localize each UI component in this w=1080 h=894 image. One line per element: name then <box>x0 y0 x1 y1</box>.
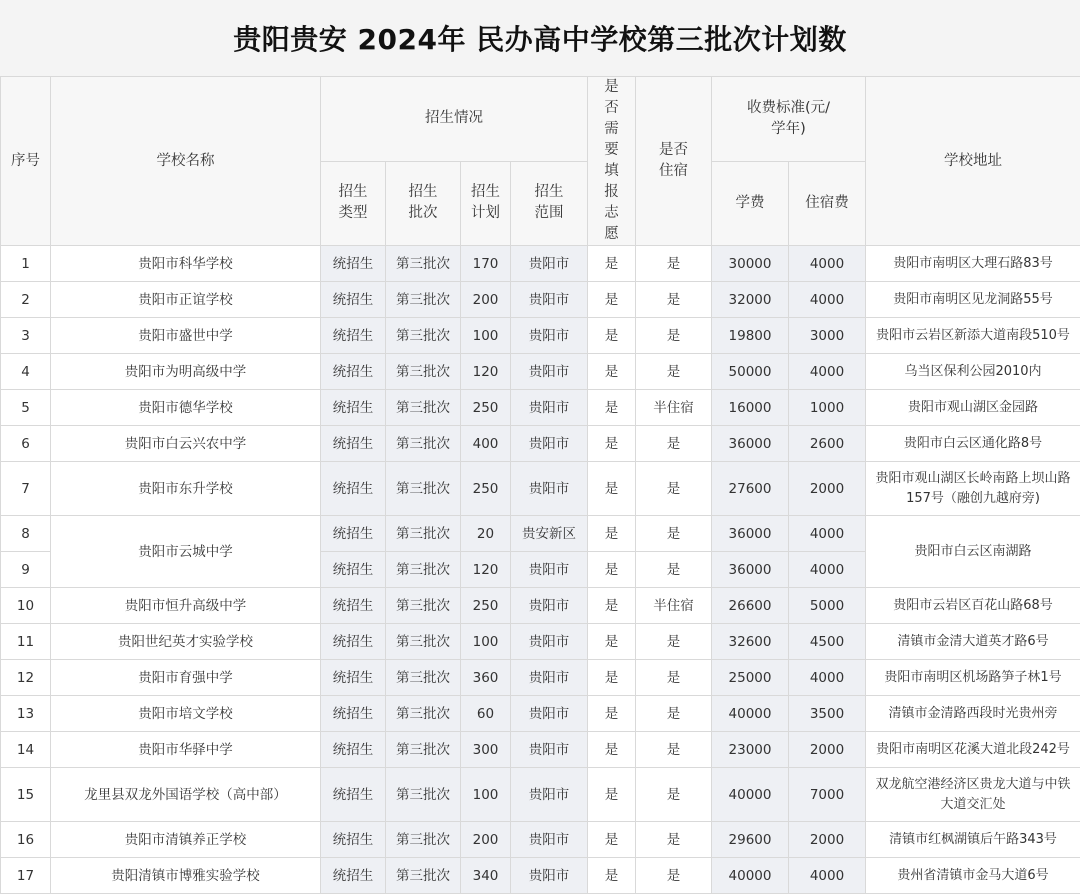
cell-enroll-plan: 60 <box>461 696 511 732</box>
cell-enroll-range: 贵阳市 <box>511 552 588 588</box>
cell-enroll-type: 统招生 <box>321 822 386 858</box>
cell-tuition: 40000 <box>712 858 789 894</box>
cell-school: 贵阳市恒升高级中学 <box>51 588 321 624</box>
cell-address: 乌当区保利公园2010内 <box>866 354 1080 390</box>
cell-address: 贵州省清镇市金马大道6号 <box>866 858 1080 894</box>
cell-need-apply: 是 <box>588 354 636 390</box>
cell-need-apply: 是 <box>588 552 636 588</box>
header-enroll-type: 招生类型 <box>321 161 386 246</box>
cell-enroll-type: 统招生 <box>321 696 386 732</box>
cell-enroll-batch: 第三批次 <box>386 426 461 462</box>
cell-enroll-range: 贵阳市 <box>511 462 588 516</box>
cell-enroll-batch: 第三批次 <box>386 588 461 624</box>
cell-no: 16 <box>1 822 51 858</box>
cell-boarding: 是 <box>636 354 712 390</box>
cell-need-apply: 是 <box>588 426 636 462</box>
cell-enroll-batch: 第三批次 <box>386 696 461 732</box>
cell-enroll-type: 统招生 <box>321 462 386 516</box>
cell-enroll-range: 贵阳市 <box>511 858 588 894</box>
cell-enroll-plan: 120 <box>461 552 511 588</box>
cell-need-apply: 是 <box>588 246 636 282</box>
table-row <box>1 318 1080 354</box>
cell-need-apply: 是 <box>588 318 636 354</box>
cell-no: 15 <box>1 768 51 822</box>
cell-boarding: 是 <box>636 732 712 768</box>
cell-dorm-fee: 7000 <box>789 768 866 822</box>
table-row <box>1 660 1080 696</box>
cell-no: 5 <box>1 390 51 426</box>
cell-address: 贵阳市云岩区新添大道南段510号 <box>866 318 1080 354</box>
cell-no: 3 <box>1 318 51 354</box>
cell-boarding: 是 <box>636 768 712 822</box>
cell-enroll-batch: 第三批次 <box>386 768 461 822</box>
table-row <box>1 354 1080 390</box>
table-row <box>1 462 1080 516</box>
cell-enroll-batch: 第三批次 <box>386 552 461 588</box>
cell-enroll-plan: 400 <box>461 426 511 462</box>
cell-enroll-range: 贵阳市 <box>511 660 588 696</box>
cell-enroll-plan: 20 <box>461 516 511 552</box>
cell-enroll-batch: 第三批次 <box>386 732 461 768</box>
cell-need-apply: 是 <box>588 624 636 660</box>
cell-enroll-batch: 第三批次 <box>386 318 461 354</box>
cell-school: 贵阳市云城中学 <box>51 516 321 588</box>
cell-address: 贵阳市白云区南湖路 <box>866 516 1080 588</box>
cell-no: 8 <box>1 516 51 552</box>
header-enroll-plan: 招生计划 <box>461 161 511 246</box>
cell-no: 4 <box>1 354 51 390</box>
cell-boarding: 是 <box>636 660 712 696</box>
cell-school: 贵阳市科华学校 <box>51 246 321 282</box>
cell-tuition: 32600 <box>712 624 789 660</box>
table-row <box>1 822 1080 858</box>
cell-tuition: 30000 <box>712 246 789 282</box>
cell-school: 贵阳市育强中学 <box>51 660 321 696</box>
header-dorm-fee: 住宿费 <box>789 161 866 246</box>
cell-no: 2 <box>1 282 51 318</box>
header-school: 学校名称 <box>51 77 321 246</box>
cell-enroll-batch: 第三批次 <box>386 282 461 318</box>
cell-school: 贵阳市白云兴农中学 <box>51 426 321 462</box>
cell-address: 贵阳市南明区花溪大道北段242号 <box>866 732 1080 768</box>
cell-tuition: 16000 <box>712 390 789 426</box>
cell-need-apply: 是 <box>588 822 636 858</box>
cell-boarding: 是 <box>636 552 712 588</box>
cell-enroll-plan: 100 <box>461 318 511 354</box>
cell-dorm-fee: 4000 <box>789 858 866 894</box>
cell-school: 贵阳市德华学校 <box>51 390 321 426</box>
cell-enroll-plan: 170 <box>461 246 511 282</box>
cell-dorm-fee: 4000 <box>789 552 866 588</box>
cell-enroll-range: 贵阳市 <box>511 318 588 354</box>
cell-enroll-range: 贵阳市 <box>511 426 588 462</box>
cell-enroll-batch: 第三批次 <box>386 822 461 858</box>
cell-enroll-type: 统招生 <box>321 426 386 462</box>
cell-enroll-range: 贵阳市 <box>511 768 588 822</box>
cell-tuition: 40000 <box>712 696 789 732</box>
cell-enroll-type: 统招生 <box>321 318 386 354</box>
cell-enroll-range: 贵阳市 <box>511 588 588 624</box>
cell-tuition: 29600 <box>712 822 789 858</box>
cell-tuition: 36000 <box>712 516 789 552</box>
cell-no: 1 <box>1 246 51 282</box>
cell-need-apply: 是 <box>588 732 636 768</box>
cell-address: 清镇市红枫湖镇后午路343号 <box>866 822 1080 858</box>
cell-enroll-type: 统招生 <box>321 660 386 696</box>
cell-school: 贵阳市盛世中学 <box>51 318 321 354</box>
cell-boarding: 是 <box>636 696 712 732</box>
cell-boarding: 是 <box>636 282 712 318</box>
cell-enroll-type: 统招生 <box>321 588 386 624</box>
cell-dorm-fee: 5000 <box>789 588 866 624</box>
cell-no: 12 <box>1 660 51 696</box>
cell-enroll-type: 统招生 <box>321 246 386 282</box>
cell-school: 龙里县双龙外国语学校（高中部） <box>51 768 321 822</box>
header-tuition: 学费 <box>712 161 789 246</box>
cell-enroll-batch: 第三批次 <box>386 246 461 282</box>
table-row <box>1 516 1080 552</box>
table-row <box>1 624 1080 660</box>
cell-need-apply: 是 <box>588 516 636 552</box>
cell-address: 清镇市金清路西段时光贵州旁 <box>866 696 1080 732</box>
cell-enroll-range: 贵阳市 <box>511 246 588 282</box>
cell-need-apply: 是 <box>588 462 636 516</box>
cell-dorm-fee: 1000 <box>789 390 866 426</box>
cell-no: 13 <box>1 696 51 732</box>
cell-dorm-fee: 4000 <box>789 282 866 318</box>
enrollment-table <box>0 76 1080 894</box>
cell-enroll-range: 贵阳市 <box>511 624 588 660</box>
cell-school: 贵阳市培文学校 <box>51 696 321 732</box>
cell-need-apply: 是 <box>588 282 636 318</box>
cell-enroll-plan: 100 <box>461 624 511 660</box>
header-need-apply: 是否需要填报志愿 <box>588 77 636 246</box>
cell-need-apply: 是 <box>588 858 636 894</box>
cell-school: 贵阳清镇市博雅实验学校 <box>51 858 321 894</box>
header-no: 序号 <box>1 77 51 246</box>
page-title: 贵阳贵安 2024年 民办高中学校第三批次计划数 <box>0 0 1080 76</box>
cell-tuition: 25000 <box>712 660 789 696</box>
cell-enroll-batch: 第三批次 <box>386 516 461 552</box>
cell-tuition: 40000 <box>712 768 789 822</box>
cell-address: 清镇市金清大道英才路6号 <box>866 624 1080 660</box>
table-row <box>1 588 1080 624</box>
cell-enroll-plan: 200 <box>461 822 511 858</box>
table-row <box>1 732 1080 768</box>
header-address: 学校地址 <box>866 77 1080 246</box>
cell-enroll-type: 统招生 <box>321 354 386 390</box>
cell-no: 7 <box>1 462 51 516</box>
table-row <box>1 768 1080 822</box>
cell-dorm-fee: 4000 <box>789 354 866 390</box>
cell-dorm-fee: 2000 <box>789 822 866 858</box>
cell-enroll-plan: 120 <box>461 354 511 390</box>
cell-enroll-plan: 250 <box>461 390 511 426</box>
cell-enroll-plan: 360 <box>461 660 511 696</box>
table-row <box>1 426 1080 462</box>
cell-enroll-type: 统招生 <box>321 732 386 768</box>
cell-dorm-fee: 2000 <box>789 462 866 516</box>
cell-boarding: 是 <box>636 858 712 894</box>
cell-boarding: 是 <box>636 246 712 282</box>
cell-enroll-type: 统招生 <box>321 390 386 426</box>
cell-dorm-fee: 4000 <box>789 246 866 282</box>
cell-school: 贵阳市清镇养正学校 <box>51 822 321 858</box>
cell-enroll-batch: 第三批次 <box>386 858 461 894</box>
table-row <box>1 282 1080 318</box>
cell-school: 贵阳世纪英才实验学校 <box>51 624 321 660</box>
cell-tuition: 23000 <box>712 732 789 768</box>
cell-need-apply: 是 <box>588 390 636 426</box>
cell-dorm-fee: 3000 <box>789 318 866 354</box>
table-row <box>1 696 1080 732</box>
cell-need-apply: 是 <box>588 660 636 696</box>
cell-address: 贵阳市云岩区百花山路68号 <box>866 588 1080 624</box>
cell-dorm-fee: 2600 <box>789 426 866 462</box>
cell-enroll-type: 统招生 <box>321 282 386 318</box>
cell-need-apply: 是 <box>588 588 636 624</box>
cell-enroll-type: 统招生 <box>321 858 386 894</box>
cell-tuition: 50000 <box>712 354 789 390</box>
header-enroll-group: 招生情况 <box>321 77 588 162</box>
cell-enroll-plan: 250 <box>461 588 511 624</box>
cell-enroll-batch: 第三批次 <box>386 660 461 696</box>
cell-enroll-range: 贵阳市 <box>511 282 588 318</box>
cell-boarding: 是 <box>636 516 712 552</box>
cell-need-apply: 是 <box>588 696 636 732</box>
cell-enroll-range: 贵阳市 <box>511 354 588 390</box>
table-row <box>1 390 1080 426</box>
cell-enroll-range: 贵阳市 <box>511 696 588 732</box>
cell-enroll-batch: 第三批次 <box>386 624 461 660</box>
cell-boarding: 半住宿 <box>636 588 712 624</box>
cell-enroll-type: 统招生 <box>321 624 386 660</box>
cell-address: 双龙航空港经济区贵龙大道与中铁大道交汇处 <box>866 768 1080 822</box>
header-enroll-range: 招生范围 <box>511 161 588 246</box>
header-boarding: 是否住宿 <box>636 77 712 246</box>
cell-enroll-type: 统招生 <box>321 552 386 588</box>
cell-school: 贵阳市东升学校 <box>51 462 321 516</box>
cell-tuition: 26600 <box>712 588 789 624</box>
cell-tuition: 36000 <box>712 426 789 462</box>
cell-enroll-batch: 第三批次 <box>386 462 461 516</box>
cell-enroll-plan: 250 <box>461 462 511 516</box>
cell-enroll-batch: 第三批次 <box>386 390 461 426</box>
table-row <box>1 246 1080 282</box>
cell-dorm-fee: 2000 <box>789 732 866 768</box>
cell-no: 11 <box>1 624 51 660</box>
cell-address: 贵阳市观山湖区金园路 <box>866 390 1080 426</box>
cell-enroll-batch: 第三批次 <box>386 354 461 390</box>
cell-enroll-type: 统招生 <box>321 516 386 552</box>
cell-enroll-type: 统招生 <box>321 768 386 822</box>
cell-boarding: 是 <box>636 426 712 462</box>
cell-address: 贵阳市白云区通化路8号 <box>866 426 1080 462</box>
cell-boarding: 是 <box>636 822 712 858</box>
cell-no: 17 <box>1 858 51 894</box>
cell-school: 贵阳市华驿中学 <box>51 732 321 768</box>
cell-enroll-plan: 200 <box>461 282 511 318</box>
cell-dorm-fee: 3500 <box>789 696 866 732</box>
header-fee-group: 收费标准(元/学年) <box>712 77 866 162</box>
cell-enroll-range: 贵阳市 <box>511 390 588 426</box>
cell-tuition: 36000 <box>712 552 789 588</box>
cell-dorm-fee: 4000 <box>789 516 866 552</box>
cell-boarding: 是 <box>636 318 712 354</box>
cell-no: 6 <box>1 426 51 462</box>
cell-enroll-range: 贵阳市 <box>511 732 588 768</box>
cell-school: 贵阳市为明高级中学 <box>51 354 321 390</box>
cell-enroll-plan: 100 <box>461 768 511 822</box>
cell-boarding: 是 <box>636 462 712 516</box>
cell-need-apply: 是 <box>588 768 636 822</box>
cell-boarding: 半住宿 <box>636 390 712 426</box>
cell-tuition: 27600 <box>712 462 789 516</box>
cell-dorm-fee: 4500 <box>789 624 866 660</box>
cell-tuition: 19800 <box>712 318 789 354</box>
cell-tuition: 32000 <box>712 282 789 318</box>
cell-dorm-fee: 4000 <box>789 660 866 696</box>
header-enroll-batch: 招生批次 <box>386 161 461 246</box>
cell-school: 贵阳市正谊学校 <box>51 282 321 318</box>
cell-enroll-range: 贵阳市 <box>511 822 588 858</box>
cell-no: 14 <box>1 732 51 768</box>
table-row <box>1 858 1080 894</box>
cell-enroll-plan: 340 <box>461 858 511 894</box>
cell-enroll-plan: 300 <box>461 732 511 768</box>
cell-address: 贵阳市观山湖区长岭南路上坝山路157号（融创九越府旁) <box>866 462 1080 516</box>
cell-address: 贵阳市南明区见龙洞路55号 <box>866 282 1080 318</box>
cell-address: 贵阳市南明区大理石路83号 <box>866 246 1080 282</box>
cell-no: 9 <box>1 552 51 588</box>
cell-no: 10 <box>1 588 51 624</box>
cell-enroll-range: 贵安新区 <box>511 516 588 552</box>
cell-boarding: 是 <box>636 624 712 660</box>
cell-address: 贵阳市南明区机场路笋子林1号 <box>866 660 1080 696</box>
